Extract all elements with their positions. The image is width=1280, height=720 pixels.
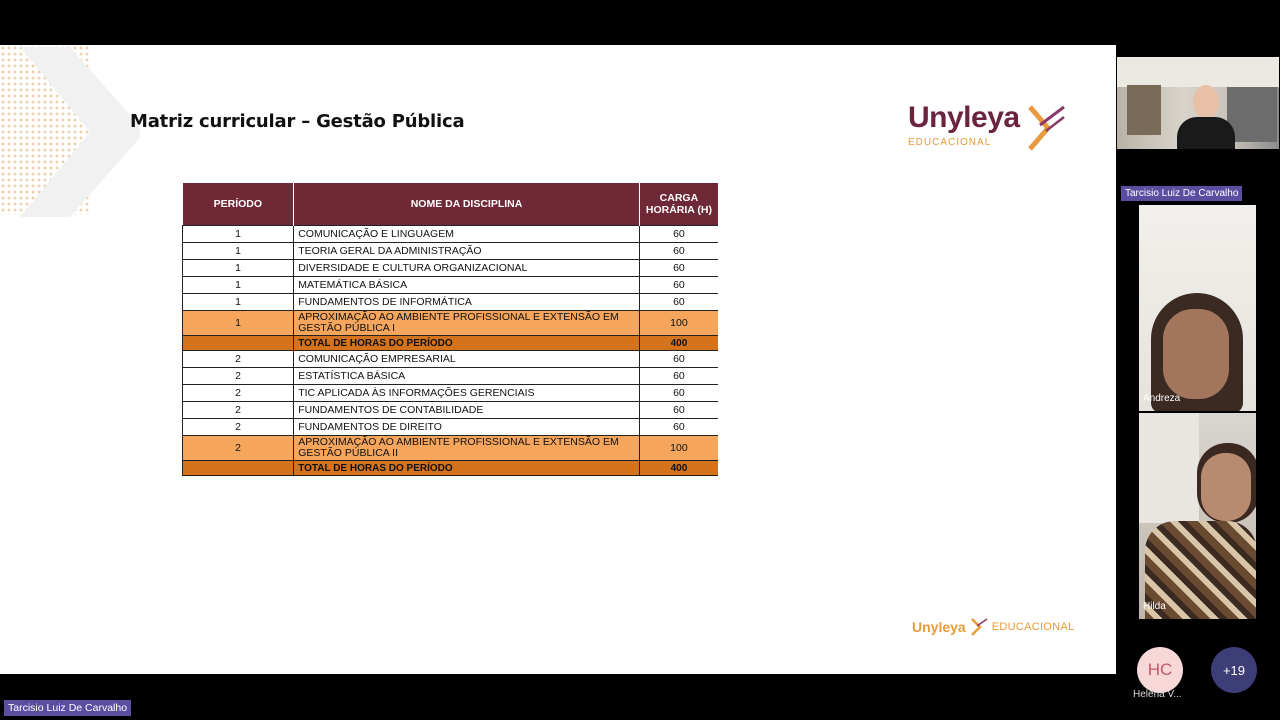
cell-carga: 60: [639, 243, 718, 260]
table-total-row: [183, 336, 719, 351]
video-tile-andreza[interactable]: [1139, 205, 1256, 411]
cell-carga: 60: [639, 419, 718, 436]
cell-disciplina: ESTATÍSTICA BÁSICA: [294, 368, 640, 385]
logo-chevron-icon: [1026, 103, 1066, 153]
cell-disciplina: FUNDAMENTOS DE CONTABILIDADE: [294, 402, 640, 419]
cell-carga: 60: [639, 351, 718, 368]
cell-carga: 100: [639, 311, 718, 336]
table-row: [183, 311, 719, 336]
cell-carga: 60: [639, 368, 718, 385]
table-row: [183, 385, 719, 402]
table-row: [183, 226, 719, 243]
cell-carga: 60: [639, 294, 718, 311]
cell-carga: 60: [639, 260, 718, 277]
cell-disciplina: APROXIMAÇÃO AO AMBIENTE PROFISSIONAL E EXTENSÃO EM GESTÃO PÚBLICA II: [294, 436, 640, 461]
cell-disciplina: FUNDAMENTOS DE DIREITO: [294, 419, 640, 436]
participant-avatar-hc[interactable]: [1137, 647, 1183, 693]
table-row: [183, 368, 719, 385]
table-header-row: [183, 183, 719, 226]
tile-name-hilda: Hilda: [1143, 601, 1166, 612]
cell-disciplina: MATEMÁTICA BÁSICA: [294, 277, 640, 294]
cell-periodo: 1: [183, 260, 294, 277]
cell-carga: 60: [639, 277, 718, 294]
footer-logo-wordmark: Unyleya: [912, 619, 966, 635]
cell-periodo: [183, 336, 294, 351]
table-row: [183, 351, 719, 368]
table-row: [183, 402, 719, 419]
cell-carga: 60: [639, 226, 718, 243]
participant-body: [1177, 117, 1235, 149]
avatar-name: Helena V...: [1133, 689, 1182, 700]
participant-face: [1201, 453, 1251, 521]
cell-periodo: [183, 461, 294, 476]
cell-carga: 60: [639, 402, 718, 419]
table-row: [183, 294, 719, 311]
cell-periodo: 2: [183, 436, 294, 461]
table-row: [183, 243, 719, 260]
header-disciplina: NOME DA DISCIPLINA: [294, 183, 640, 226]
footer-logo-subtitle: EDUCACIONAL: [991, 621, 1075, 633]
cell-periodo: 2: [183, 385, 294, 402]
header-periodo: PERÍODO: [183, 183, 294, 226]
decorative-chevron-icon: [20, 47, 140, 217]
unyleya-logo: [908, 103, 1020, 148]
cell-periodo: 2: [183, 368, 294, 385]
participant-head: [1193, 85, 1219, 119]
logo-wordmark: Unyleya: [908, 101, 1020, 134]
footer-logo-chevron-icon: [970, 617, 988, 637]
more-participants-button[interactable]: [1211, 647, 1257, 693]
cell-carga: 100: [639, 436, 718, 461]
cell-disciplina: APROXIMAÇÃO AO AMBIENTE PROFISSIONAL E EXTENSÃO EM GESTÃO PÚBLICA I: [294, 311, 640, 336]
table-body: [183, 226, 719, 476]
cell-periodo: 2: [183, 419, 294, 436]
cell-disciplina: COMUNICAÇÃO EMPRESARIAL: [294, 351, 640, 368]
table-total-row: [183, 461, 719, 476]
cell-carga: 400: [639, 461, 718, 476]
avatar-initials: HC: [1147, 660, 1173, 679]
table-row: [183, 260, 719, 277]
cell-carga: 400: [639, 336, 718, 351]
cell-periodo: 1: [183, 294, 294, 311]
cell-periodo: 2: [183, 402, 294, 419]
curriculum-table: [182, 183, 718, 476]
participant-face: [1163, 309, 1229, 399]
cell-disciplina: TOTAL DE HORAS DO PERÍODO: [294, 461, 640, 476]
cell-periodo: 2: [183, 351, 294, 368]
video-tile-presenter[interactable]: [1117, 57, 1279, 149]
footer-logo: [912, 617, 1074, 637]
shared-slide: [0, 45, 1116, 674]
cell-disciplina: TOTAL DE HORAS DO PERÍODO: [294, 336, 640, 351]
logo-subtitle: EDUCACIONAL: [908, 137, 992, 148]
cell-disciplina: FUNDAMENTOS DE INFORMÁTICA: [294, 294, 640, 311]
cell-disciplina: TEORIA GERAL DA ADMINISTRAÇÃO: [294, 243, 640, 260]
video-tile-hilda[interactable]: [1139, 413, 1256, 619]
table-row: [183, 419, 719, 436]
tile-name-andreza: Andreza: [1143, 393, 1181, 404]
presenter-tile-name: Tarcisio Luiz De Carvalho: [1121, 186, 1242, 201]
presenter-name-label: Tarcisio Luiz De Carvalho: [4, 700, 131, 716]
header-carga: CARGA HORÁRIA (H): [639, 183, 718, 226]
cell-carga: 60: [639, 385, 718, 402]
more-count: +19: [1222, 662, 1246, 678]
cell-periodo: 1: [183, 311, 294, 336]
cell-periodo: 1: [183, 277, 294, 294]
cell-disciplina: DIVERSIDADE E CULTURA ORGANIZACIONAL: [294, 260, 640, 277]
cell-periodo: 1: [183, 243, 294, 260]
slide-title: Matriz curricular – Gestão Pública: [130, 111, 465, 132]
cell-disciplina: COMUNICAÇÃO E LINGUAGEM: [294, 226, 640, 243]
table-row: [183, 277, 719, 294]
cell-disciplina: TIC APLICADA ÀS INFORMAÇÕES GERENCIAIS: [294, 385, 640, 402]
table-row: [183, 436, 719, 461]
cell-periodo: 1: [183, 226, 294, 243]
